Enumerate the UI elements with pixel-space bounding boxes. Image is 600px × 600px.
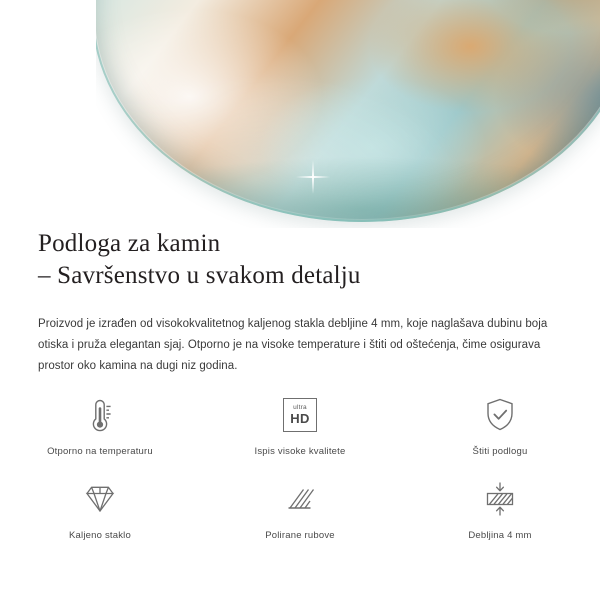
polished-edges-icon — [277, 476, 323, 522]
diamond-icon — [77, 476, 123, 522]
ultra-hd-badge-bottom: HD — [290, 411, 310, 427]
feature-item-print-quality — [200, 392, 400, 476]
page-title — [0, 228, 600, 292]
thermometer-icon — [77, 392, 123, 438]
feature-label: Kaljeno staklo — [69, 530, 131, 541]
ultra-hd-badge-top: ultra — [293, 403, 307, 411]
hero-image — [0, 0, 600, 228]
page-title-line-2: – Savršenstvo u svakom detalju — [38, 262, 361, 289]
feature-item-tempered-glass — [0, 476, 200, 560]
ultra-hd-icon — [277, 392, 323, 438]
feature-item-polished-edges — [200, 476, 400, 560]
feature-item-temperature — [0, 392, 200, 476]
feature-label: Debljina 4 mm — [468, 530, 532, 541]
content-block — [0, 228, 600, 377]
thickness-arrows-icon — [477, 476, 523, 522]
product-image-round-glass-mat — [92, 0, 600, 222]
hero-left-mask — [0, 0, 96, 228]
feature-label: Polirane rubove — [265, 530, 335, 541]
feature-label: Štiti podlogu — [472, 446, 528, 457]
page-title-line-1: Podloga za kamin — [38, 230, 221, 257]
shield-check-icon — [477, 392, 523, 438]
feature-label: Ispis visoke kvalitete — [254, 446, 346, 457]
feature-item-surface-protection — [400, 392, 600, 476]
feature-label: Otporno na temperaturu — [47, 446, 153, 457]
feature-grid — [0, 392, 600, 560]
description-paragraph: Proizvod je izrađen od visokokvalitetnog kaljenog stakla debljine 4 mm, koje naglašava dubinu boja otiska i pruža elegantan sjaj. Otporno je na visoke temperature i štiti od oštećenja, čime osigurava prostor oko kamina na dugi niz godina. — [38, 318, 548, 372]
feature-item-thickness — [400, 476, 600, 560]
